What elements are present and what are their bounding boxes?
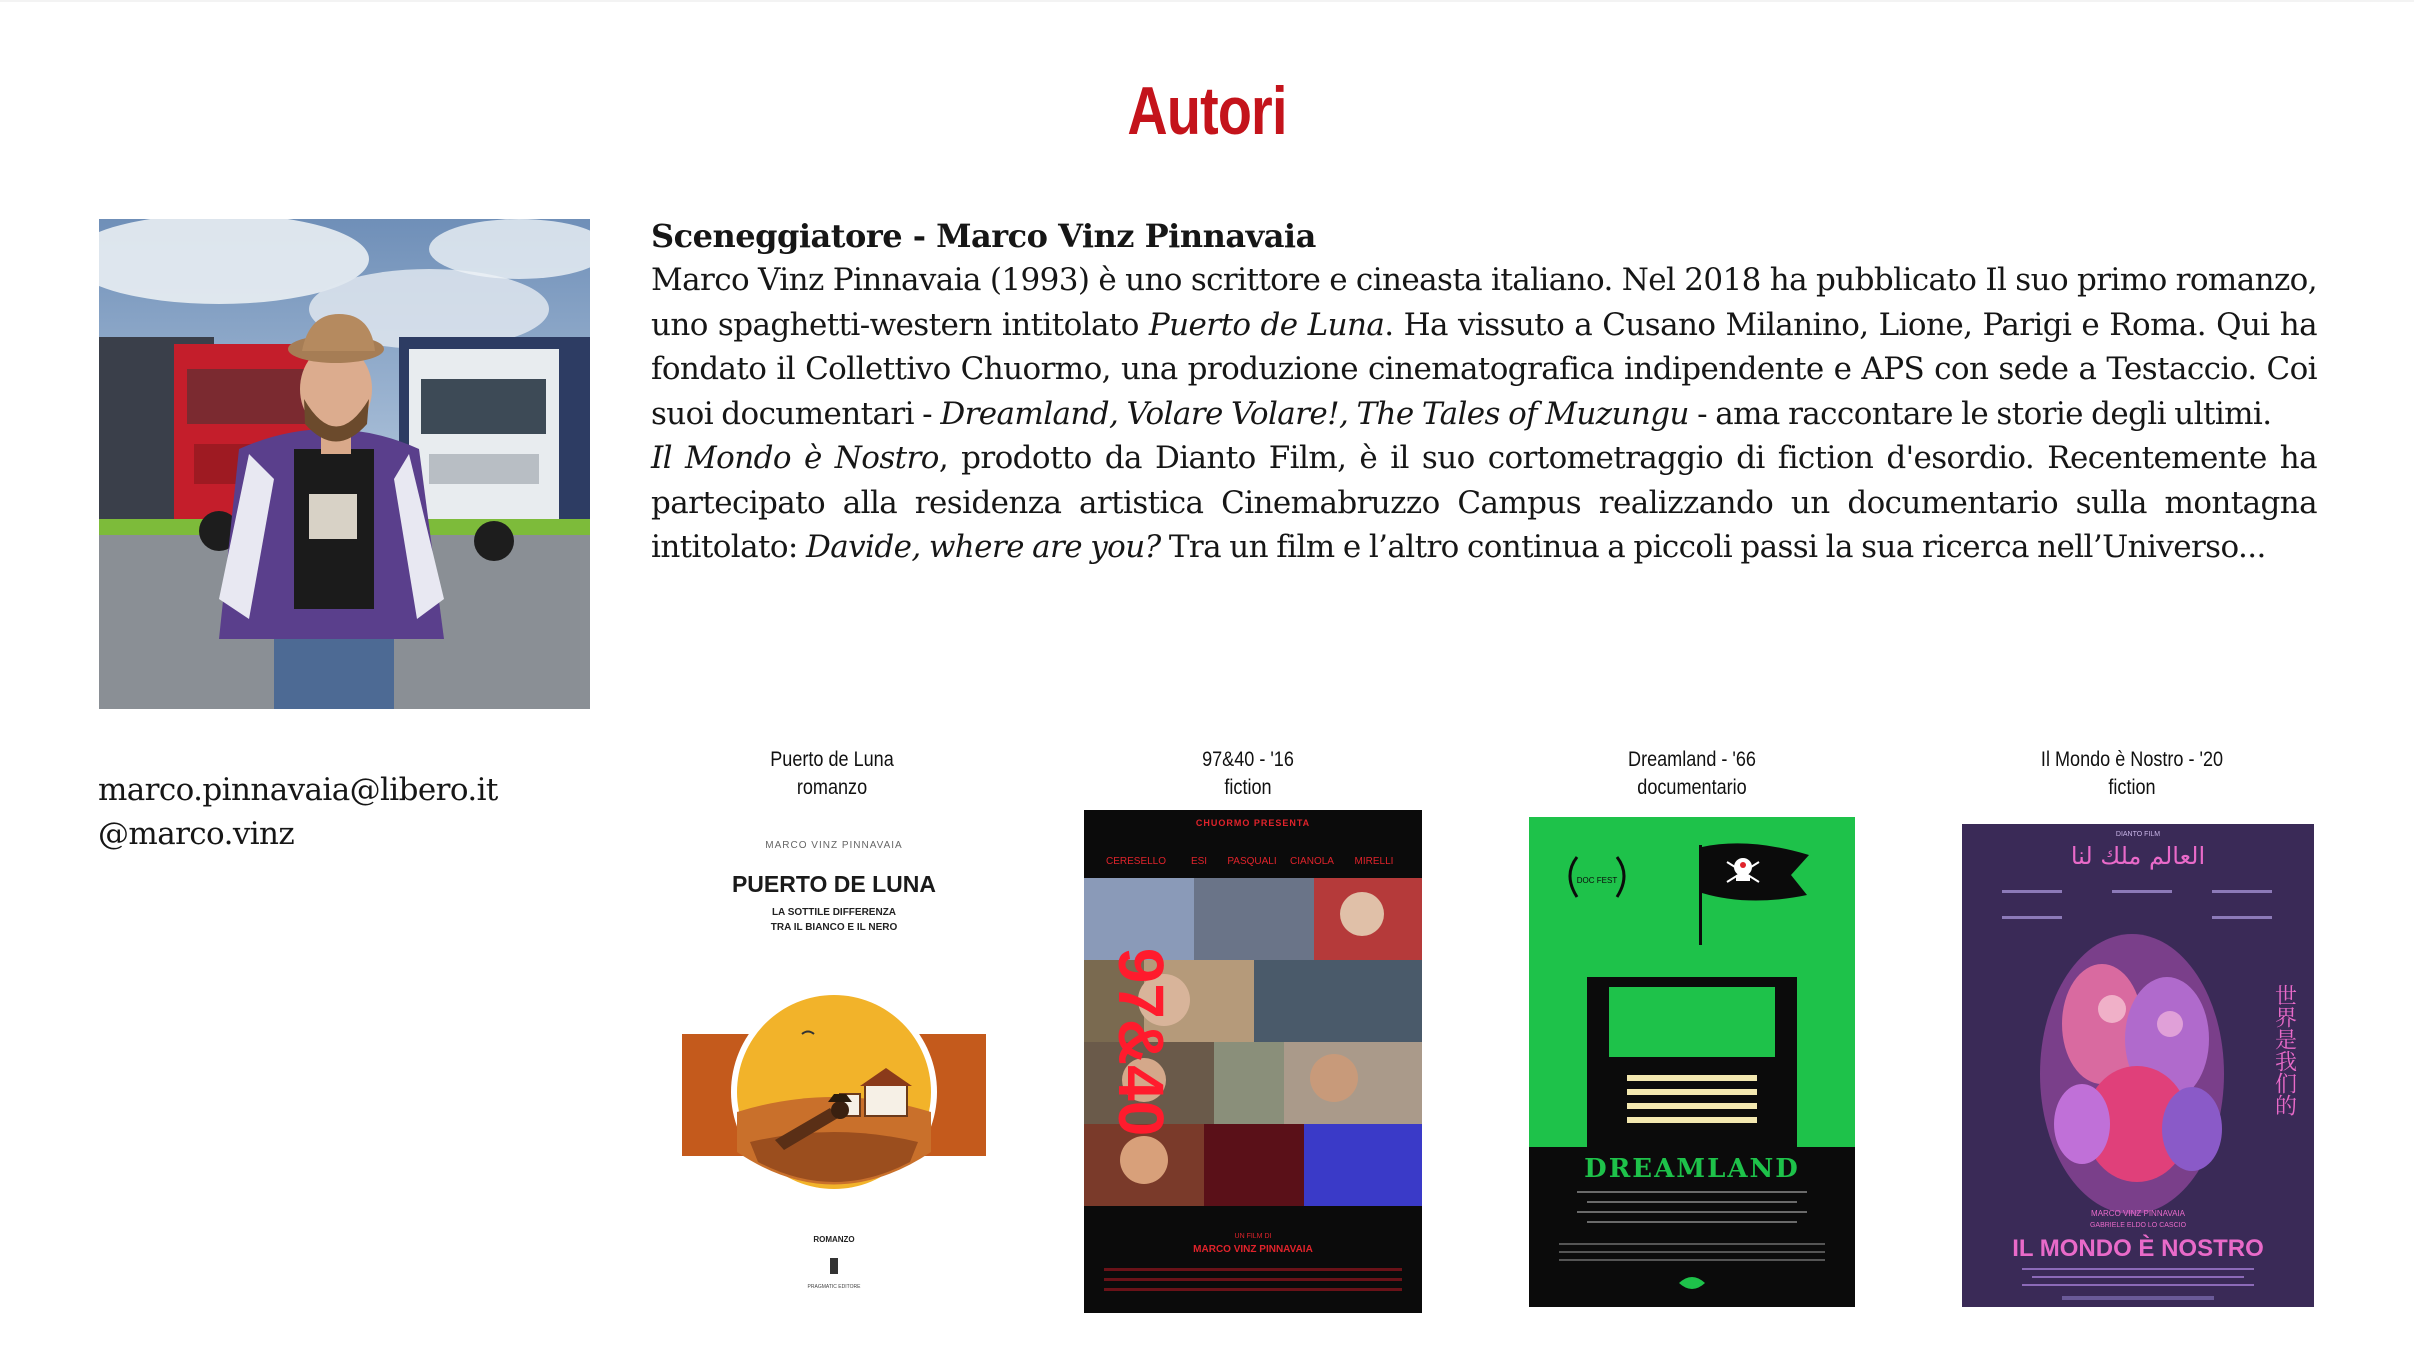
bio-text: Tra un film e l’altro continua a piccoli passi la sua ricerca nell’Universo...	[1160, 529, 2266, 565]
cover-publisher: PRAGMATIC EDITORE	[807, 1284, 861, 1290]
cover-chinese-text: 世界是我们的	[2271, 984, 2297, 1116]
author-bio	[651, 258, 2317, 570]
work-title: Il Mondo è Nostro - '20	[2040, 748, 2224, 771]
work-type: documentario	[1637, 776, 1747, 799]
cover-author: MARCO VINZ PINNAVAIA	[765, 840, 903, 851]
contact-social[interactable]: @marco.vinz	[98, 816, 295, 852]
cover-subtitle-2: TRA IL BIANCO E IL NERO	[770, 922, 898, 933]
cover-cast-5: MIRELLI	[1354, 856, 1394, 867]
work-type: fiction	[1224, 776, 1272, 799]
author-photo	[99, 219, 590, 709]
cover-cast-2: ESI	[1190, 856, 1208, 867]
cover-il-mondo-e-nostro	[1962, 824, 2314, 1307]
work-type: romanzo	[796, 776, 868, 799]
cover-cast-1: CERESELLO	[1105, 856, 1167, 867]
work-title: Dreamland - '66	[1628, 748, 1756, 771]
author-heading: Sceneggiatore - Marco Vinz Pinnavaia	[651, 217, 1316, 255]
documentary-titles: Dreamland, Volare Volare!, The Tales of Muzungu	[940, 395, 1689, 432]
work-caption-dreamland	[1597, 746, 1786, 802]
cover-cast-4: CIANOLA	[1290, 856, 1334, 867]
work-caption-puerto-de-luna	[737, 746, 926, 802]
bio-paragraph-1	[651, 258, 2317, 436]
contact-info	[98, 768, 598, 856]
bio-text: - ama raccontare le storie degli ultimi.	[1688, 395, 2272, 432]
work-type: fiction	[2108, 776, 2156, 799]
cover-97-40	[1084, 810, 1422, 1313]
bio-paragraph-2	[651, 436, 2317, 570]
mountain-documentary-title: Davide, where are you?	[806, 529, 1161, 565]
cover-dreamland	[1529, 817, 1855, 1307]
cover-cast-3: PASQUALI	[1227, 856, 1277, 867]
top-divider	[0, 0, 2414, 2]
work-caption-il-mondo-e-nostro	[2037, 746, 2226, 802]
page-title: Autori	[1127, 73, 1287, 149]
bio-text: Marco Vinz Pinnavaia (1993) è uno scrittore e cineasta italiano. Nel 2018 ha pubblicato Il suo primo romanzo, uno spaghetti-western intitolato	[651, 262, 2317, 343]
bio-text: , prodotto da Dianto Film, è il suo cortometraggio di fiction d'esordio. Recentemente ha partecipato alla residenza artistica Cinemabruzzo Campus realizzando un documentario sulla montagna intitolato:	[651, 440, 2318, 565]
novel-title: Puerto de Luna	[1148, 306, 1385, 343]
cover-studio: DIANTO FILM	[2115, 831, 2161, 838]
work-title: 97&40 - '16	[1202, 748, 1294, 771]
cover-credit-small: UN FILM DI	[1234, 1233, 1272, 1240]
contact-email[interactable]: marco.pinnavaia@libero.it	[98, 772, 498, 808]
bio-text: . Ha vissuto a Cusano Milanino, Lione, Parigi e Roma. Qui ha fondato il Collettivo Chuormo, una produzione cinematografica indipendente e APS con sede a Testaccio. Coi suoi documentari -	[651, 306, 2317, 432]
cover-title: PUERTO DE LUNA	[731, 871, 937, 897]
work-title: Puerto de Luna	[770, 748, 894, 771]
cover-footer: ROMANZO	[813, 1235, 855, 1244]
cover-puerto-de-luna	[680, 822, 988, 1302]
cover-title: DREAMLAND	[1584, 1154, 1800, 1184]
cover-title: IL MONDO È NOSTRO	[2012, 1235, 2264, 1262]
cover-director-2: GABRIELE ELDO LO CASCIO	[2089, 1222, 2187, 1229]
cover-chinese-title	[2272, 984, 2297, 1116]
cover-director-1: MARCO VINZ PINNAVAIA	[2091, 1209, 2185, 1218]
cover-presenter: CHUORMO PRESENTA	[1195, 818, 1311, 828]
cover-arabic-title: العالم ملك لنا	[2070, 842, 2206, 870]
work-caption-97-40	[1153, 746, 1342, 802]
cover-festival: DOC FEST	[1576, 876, 1618, 885]
cover-big-title: 97&40	[1105, 947, 1177, 1137]
cover-credit: MARCO VINZ PINNAVAIA	[1193, 1244, 1313, 1255]
cover-subtitle-1: LA SOTTILE DIFFERENZA	[771, 907, 897, 918]
short-film-title: Il Mondo è Nostro	[651, 440, 939, 476]
